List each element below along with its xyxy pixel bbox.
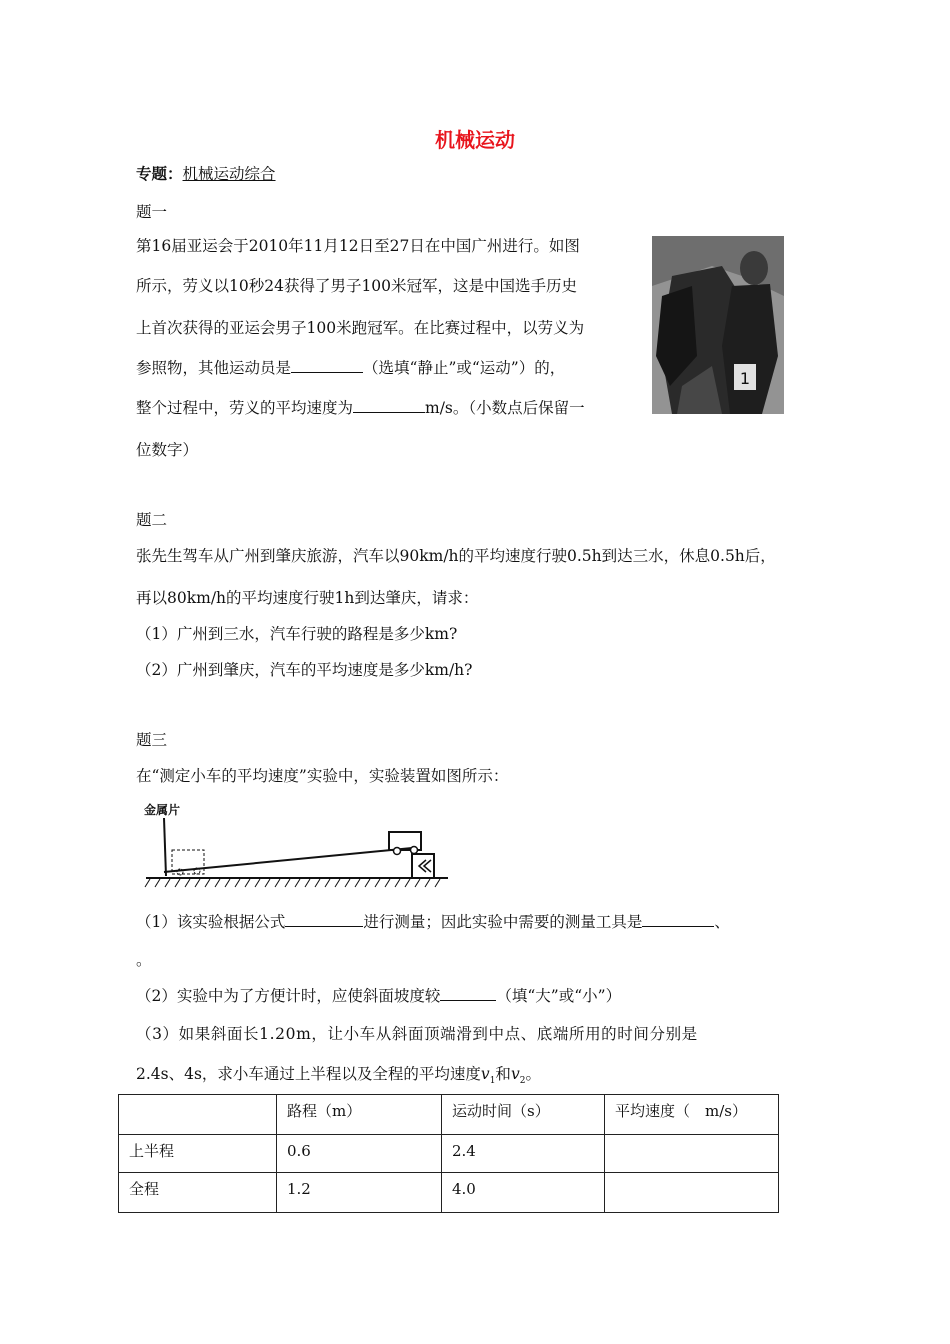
q3-part-3: （3）如果斜面长1.20m，让小车从斜面顶端滑到中点、底端所用的时间分别是 [136,1025,698,1043]
q3-part-3-cont-a: 2.4s、4s，求小车通过上半程以及全程的平均速度 [136,1065,481,1083]
v1-subscript: 1 [489,1076,496,1087]
v1-symbol: v [480,1065,490,1083]
table-header-cell [119,1095,277,1135]
q2-heading: 题二 [136,511,168,529]
table-header-cell: 平均速度（ m/s） [605,1095,779,1135]
topic-line [136,164,276,184]
q1-answer-blank-1[interactable] [291,358,363,373]
q1-line-2: 所示，劳义以10秒24获得了男子100米冠军，这是中国选手历史 [136,277,578,295]
table-answer-cell[interactable] [605,1173,779,1213]
q3-part-2-a: （2）实验中为了方便计时，应使斜面坡度较 [136,987,441,1005]
table-header-cell: 路程（m） [277,1095,442,1135]
table-answer-cell[interactable] [605,1135,779,1173]
q1-line-5 [136,398,585,418]
athlete-photo [652,236,784,414]
q1-line-1: 第16届亚运会于2010年11月12日至27日在中国广州进行。如图 [136,237,580,255]
q3-part-1 [136,912,730,932]
q2-line-4: （2）广州到肇庆，汽车的平均速度是多少km/h? [136,661,473,679]
topic-label: 专题： [136,164,183,183]
q3-part-1-a: （1）该实验根据公式 [136,913,286,931]
q3-part-3-cont [136,1064,541,1091]
table-header-row [119,1095,779,1135]
table-row [119,1173,779,1213]
table-cell: 2.4 [442,1135,605,1173]
document-title: 机械运动 [435,128,515,152]
results-table [118,1094,779,1213]
q1-line-4-b: （选填“静止”或“运动”）的， [363,359,566,377]
q1-line-5-a: 整个过程中，劳义的平均速度为 [136,399,354,417]
q1-line-5-b: m/s。（小数点后保留一 [425,399,585,417]
table-cell: 1.2 [277,1173,442,1213]
v2-subscript: 2 [519,1076,526,1087]
q1-line-3: 上首次获得的亚运会男子100米跑冠军。在比赛过程中，以劳义为 [136,319,585,337]
q3-formula-blank[interactable] [285,912,363,927]
q3-intro: 在“测定小车的平均速度”实验中，实验装置如图所示： [136,767,509,785]
topic-value: 机械运动综合 [182,165,276,183]
q2-line-2: 再以80km/h的平均速度行驶1h到达肇庆，请求： [136,589,479,607]
table-cell: 全程 [119,1173,277,1213]
q1-line-4 [136,358,565,378]
athlete-bib-number: 1 [739,369,751,388]
q3-slope-blank[interactable] [440,986,496,1001]
table-cell: 0.6 [277,1135,442,1173]
q1-heading: 题一 [136,203,168,221]
q1-answer-blank-2[interactable] [353,398,425,413]
q3-part-1-c: 、 [714,913,730,931]
table-cell: 上半程 [119,1135,277,1173]
q3-part-1-end: 。 [136,951,152,969]
q2-line-3: （1）广州到三水，汽车行驶的路程是多少km? [136,625,458,643]
q3-part-2-b: （填“大”或“小”） [496,987,622,1005]
table-header-cell: 运动时间（s） [442,1095,605,1135]
q3-part-1-b: 进行测量；因此实验中需要的测量工具是 [363,913,643,931]
incline-experiment-diagram [142,800,460,890]
metal-plate-label: 金属片 [144,803,181,817]
v2-symbol: v [510,1065,520,1083]
table-row [119,1135,779,1173]
q3-part-2 [136,986,621,1006]
q2-line-1: 张先生驾车从广州到肇庆旅游，汽车以90km/h的平均速度行驶0.5h到达三水，休息0.5h后， [136,547,776,565]
q3-tool-blank[interactable] [642,912,714,927]
q3-heading: 题三 [136,731,168,749]
table-cell: 4.0 [442,1173,605,1213]
q1-line-4-a: 参照物，其他运动员是 [136,359,292,377]
period: 。 [525,1065,541,1083]
and-word: 和 [495,1065,511,1083]
q1-line-6: 位数字） [136,441,199,459]
